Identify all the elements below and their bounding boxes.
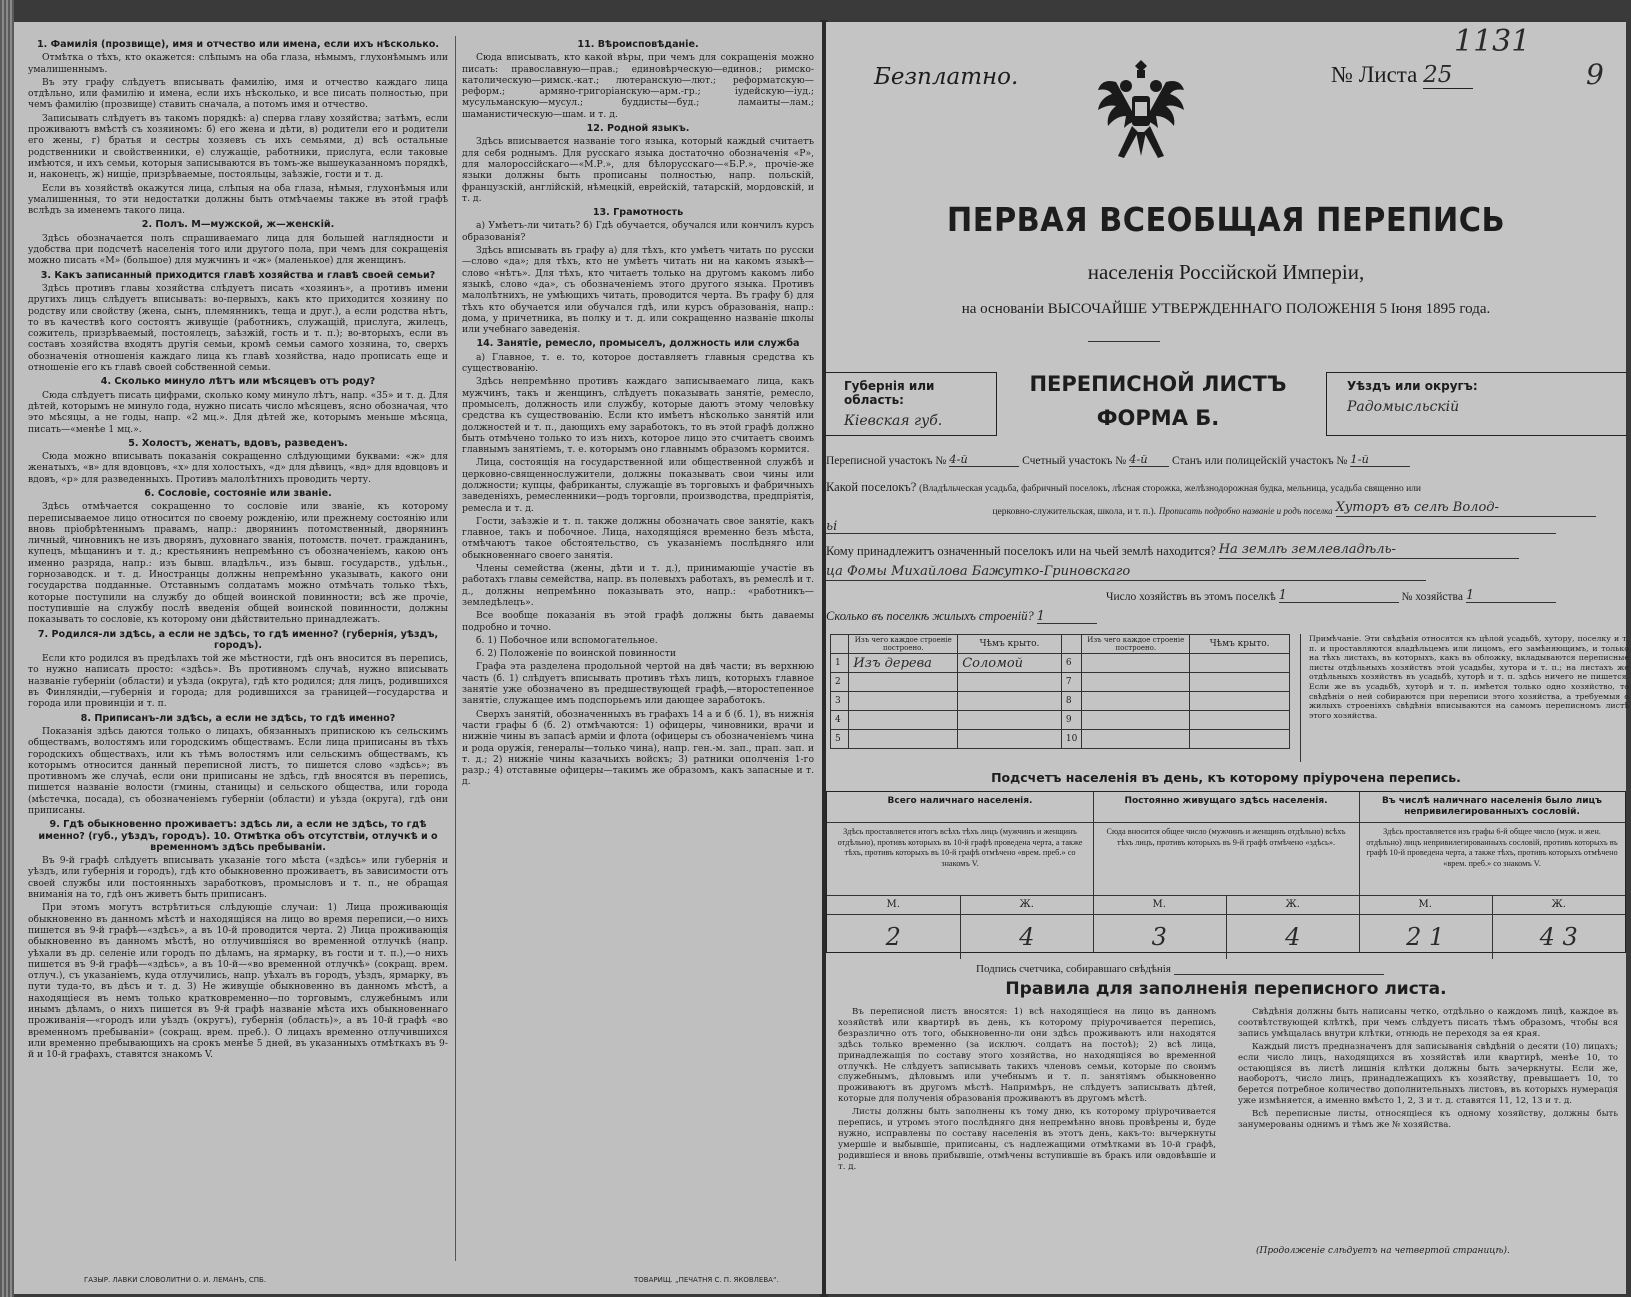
building-number: 4 (831, 711, 849, 730)
gubernia-box (824, 372, 997, 436)
printer-footer-b: ТОВАРИЩ. „ПЕЧАТНЯ С. П. ЯКОВЛЕВА“. (634, 1276, 779, 1284)
building-material (1082, 654, 1190, 673)
male-label: М. (827, 896, 961, 914)
buildings-value: 1 (1037, 609, 1097, 624)
census-column (1093, 792, 1360, 952)
section-title: 7. Родился-ли здѣсь, а если не здѣсь, то гдѣ именно? (губернія, уѣздъ, городъ). (37, 628, 439, 651)
table-row (831, 654, 1290, 673)
uezd-label: Уѣздъ или округъ: (1347, 379, 1478, 393)
male-label: М. (1359, 896, 1493, 914)
section-paragraph: Члены семейства (жены, дѣти и т. д.), принимающіе участіе въ работахъ главы семейства, напр. въ полевыхъ работахъ, въ ремеслѣ и т. д., должны непремѣнно показывать это, напр.: «работникъ—земледѣлецъ». (462, 563, 814, 608)
building-number: 7 (1061, 673, 1081, 692)
schetny-uchastok-value: 4-й (1129, 452, 1169, 467)
page-title: ПЕРВАЯ ВСЕОБЩАЯ ПЕРЕПИСЬ (946, 200, 1506, 239)
household-no-label: № хозяйства (1401, 591, 1463, 603)
sheet-number (1331, 62, 1473, 89)
building-roof (1190, 654, 1290, 673)
female-label: Ж. (1551, 899, 1566, 910)
section-title: 6. Сословіе, состояніе или званіе. (144, 487, 332, 499)
section-paragraph: Здѣсь противъ главы хозяйства слѣдуетъ писать «хозяинъ», а противъ имени другихъ лицъ слѣдуетъ вписывать: во-первыхъ, какъ кто приходится хозяину по родству или свойству (жена, сынъ, племянникъ, теща и друг.), а если родства нѣтъ, то въ качествѣ кого состоятъ живущіе (работникъ, служащій, прислуга, жилецъ, сожитель, призрѣваемый, постоялецъ, заѣзжій, гость и т. п.); во-вторыхъ, если въ составъ хозяйства входятъ другія семьи, кромѣ семьи самого хозяина, то, сверхъ обозначенія отношенія каждаго лица къ главѣ хозяйства, надо прописать еще и отношеніе его къ главѣ своей собственной семьи. (28, 282, 448, 374)
schetny-uchastok-label: Счетный участокъ № (1022, 455, 1127, 467)
section-title: 1. Фамилія (прозвище), имя и отчество или имена, если ихъ нѣсколько. (37, 39, 439, 50)
section-title: 8. Приписанъ-ли здѣсь, а если не здѣсь, то гдѣ именно? (80, 712, 396, 724)
census-column (827, 792, 1094, 952)
building-roof (958, 692, 1062, 711)
section-title: 14. Занятіе, ремесло, промыселъ, должность или служба (476, 338, 800, 350)
poselok-hint2: церковно-служительская, школа, и т. п.). (992, 507, 1156, 517)
census-mz-header (827, 896, 1093, 915)
perepisnoy-uchastok-label: Переписной участокъ № (826, 455, 947, 467)
table-row (831, 673, 1290, 692)
building-material (849, 730, 958, 749)
poselok-value: Хуторъ въ селѣ Волод- (1336, 500, 1596, 517)
section-paragraph: При этомъ могутъ встрѣтиться слѣдующіе случаи: 1) Лица проживающія обыкновенно въ данномъ мѣстѣ и находящіяся на лицо во время переписи,—о нихъ пишется въ 9-й графѣ—«здѣсь», а въ 10-й проводится черта. 2) Лица проживающія обыкновенно въ данномъ мѣстѣ, но отлучившіяся во временной отлучкѣ (напр. уѣхали въ др. селеніе или городъ по дѣламъ, на ярмарку, въ гости и т. п.),—о нихъ пишется въ 9-й графѣ—«здѣсь», а въ 10-й—«во временной отлучкѣ» (сокращ. врем. отлуч.), съ указаніемъ, куда отлучились, напр. уѣхалъ въ городъ, уѣздъ, ярмарку, въ пути туда-то, въ дѣсъ и т. д. 3) Не живущіе обыкновенно въ данномъ мѣстѣ, а находящіеся въ немъ только кратковременно—по торговымъ, служебнымъ или инымъ дѣламъ, о нихъ пишется въ 9-й графѣ названіе мѣста ихъ обыкновеннаго проживанія—«городъ или уѣздъ (округъ), губернія (область)», а въ 10-й графѣ «во временномъ пребываніи» (сокращ. врем. преб.). О лицахъ временно отлучившихся или временно пребывающихъ на срокъ менѣе 5 дней, въ указанныхъ отмѣткахъ въ 9-й и 10-й графахъ, ставятся знакомъ V. (28, 902, 448, 1061)
census-values (1093, 915, 1359, 959)
building-material (1082, 730, 1190, 749)
poselok-value-2: ьі (826, 519, 1556, 534)
census-values (827, 915, 1093, 959)
building-roof (1190, 673, 1290, 692)
census-count-table (826, 791, 1626, 953)
census-column-head: Въ числѣ наличнаго населенія было лицъ непривилегированныхъ сословій. (1359, 792, 1625, 823)
head-material-left: Изъ чего каждое строеніе построено. (849, 635, 958, 654)
building-material: Изъ дерева (849, 654, 958, 673)
section-paragraph: а) Умѣетъ-ли читать? б) Гдѣ обучается, обучался или кончилъ курсъ образованія? (462, 220, 814, 243)
rules-paragraph: Всѣ переписные листы, относящіеся къ одному хозяйству, должны быть занумерованы однимъ и тѣмъ же № хозяйства. (1238, 1109, 1618, 1131)
rules-title: Правила для заполненія переписного листа. (1005, 979, 1447, 999)
building-material (849, 711, 958, 730)
section-paragraph: Въ 9-й графѣ слѣдуетъ вписывать указаніе того мѣста («здѣсь» или губернія и уѣздъ, или губернія и городъ), гдѣ кто обыкновенно проживаетъ, въ зависимости отъ своей службы или постоянныхъ заработковъ, промысловъ и т. п., не обращая вниманія на то, гдѣ онъ живетъ быть приписанъ. (28, 855, 448, 901)
section-title: 5. Холостъ, женатъ, вдовъ, разведенъ. (128, 437, 348, 449)
census-column (1359, 792, 1625, 952)
table-row (831, 730, 1290, 749)
building-number: 3 (831, 692, 849, 711)
rules-paragraph: Каждый листъ предназначенъ для записыванія свѣдѣній о десяти (10) лицахъ; если число лицъ, находящихся въ хозяйствѣ или квартирѣ, менѣе 10, то остающіяся въ листѣ лишнія клѣтки должны быть зачеркнуты. Если же, наоборотъ, число лицъ, принадлежащихъ къ хозяйству, превышаетъ 10, то берется потребное количество дополнительныхъ листовъ, въ которыхъ нумерація уже измѣняется, а именно вмѣсто 1, 2, 3 и т. д. ставятся 11, 12, 13 и т. д. (1238, 1041, 1618, 1107)
building-roof (1190, 711, 1290, 730)
female-label: Ж. (1019, 899, 1034, 910)
section-title: 3. Какъ записанный приходится главѣ хозяйства и главѣ своей семьи? (40, 269, 436, 281)
census-column-desc: Здѣсь проставляется изъ графы 6-й общее число (муж. и жен. отдѣльно) лицъ непривилегированныхъ сословій, противъ которыхъ въ графѣ 10-й проведена черта, а также тѣхъ, противъ которыхъ отмѣчено «врем. преб.» со знакомъ V. (1359, 823, 1625, 896)
section-title: 11. Вѣроисповѣданіе. (577, 39, 699, 50)
head-material-right: Изъ чего каждое строеніе построено. (1082, 635, 1190, 654)
buildings-table-wrap (830, 634, 1290, 762)
form-title (1008, 367, 1308, 435)
households-value: 1 (1279, 588, 1399, 603)
male-count: 2 (827, 915, 961, 959)
section-paragraph: Въ эту графу слѣдуетъ вписывать фамилію, имя и отчество каждаго лица отдѣльно, или фамилію и имена, если ихъ нѣсколько, и все писать полностью, при чемъ фамилію (прозвище) ставить сначала, а потомъ имя и отчество. (28, 76, 448, 111)
page-subtitle-decree: на основаніи ВЫСОЧАЙШЕ УТВЕРЖДЕННАГО ПОЛОЖЕНІЯ 5 Іюня 1895 года. (961, 301, 1491, 317)
census-column-head: Всего наличнаго населенія. (827, 792, 1093, 823)
gubernia-label: Губернія или область: (844, 379, 935, 407)
section-title: 9. Гдѣ обыкновенно проживаетъ: здѣсь ли, а если не здѣсь, то гдѣ именно? (губ., уѣздъ, городъ). 10. Отмѣтка объ отсутствіи, отлучкѣ и о временномъ здѣсь пребываніи. (38, 819, 438, 853)
printer-footer-a: ГАЗЫР. ЛАВКИ СЛОВОЛИТНИ О. И. ЛЕМАНЪ, СПБ. (84, 1276, 267, 1284)
poselok-hint3: Прописать подробно названіе и родъ поселка (1158, 506, 1333, 516)
male-label: М. (1093, 896, 1227, 914)
buildings-note: Примѣчаніе. Эти свѣдѣнія относятся къ цѣлой усадьбѣ, хутору, поселку и т. п. и проставляются владѣльцемъ или лицомъ, его замѣняющимъ, и только на тѣхъ листахъ, въ которыхъ, какъ въ обложку, вкладываются переписные листы отдѣльныхъ хозяйствъ этой усадьбы, хутора и т. п.; на листахъ же отдѣльныхъ хозяйствъ въ усадьбѣ, хуторѣ и т. п. здѣсь ничего не пишется. Если же въ усадьбѣ, хуторѣ и т. п. имѣется только одно хозяйство, то свѣдѣнія о ней собираются при переписи этого хозяйства, а требуемыя о жилыхъ строеніяхъ свѣдѣнія вписываются на самомъ переписномъ листѣ этого хозяйства. (1300, 634, 1629, 762)
archive-number: 1131 (1454, 24, 1531, 59)
section-paragraph: Показанія здѣсь даются только о лицахъ, обязанныхъ припискою къ сельскимъ обществамъ, волостямъ или городскимъ обществамъ. Если лица приписаны въ тѣхъ городскихъ обществахъ, или къ тѣмъ волостямъ или сельскимъ обществамъ, къ которымъ относится данный переписной листъ, то пишется слово «здѣсь»; въ противномъ же случаѣ, если они приписаны не здѣсь, гдѣ вносятся въ перепись, пишется названіе волости (гмины, станицы) и сельского общества, или города (мѣстечка, посада), съ обозначеніемъ губерніи (области) и уѣзда (округа), гдѣ они приписаны. (28, 725, 448, 816)
building-roof: Соломой (958, 654, 1062, 673)
perepisnoy-uchastok-value: 4-й (949, 452, 1019, 467)
sheet-number-value: 25 (1423, 62, 1473, 89)
form-title-line2: ФОРМА Б. (1096, 406, 1220, 430)
head-roof-left: Чѣмъ крыто. (958, 635, 1062, 654)
gubernia-value: Кіевская губ. (844, 413, 943, 429)
building-roof (958, 730, 1062, 749)
households-label: Число хозяйствъ въ этомъ поселкѣ (1106, 591, 1276, 603)
census-column-head: Постоянно живущаго здѣсь населенія. (1093, 792, 1359, 823)
uchastok-row (826, 452, 1410, 467)
uezd-value: Радомысльскій (1347, 399, 1460, 415)
uezd-box (1326, 372, 1627, 436)
section-title: 13. Грамотность (592, 207, 684, 219)
census-mz-header (1093, 896, 1359, 915)
section-paragraph: Здѣсь отмѣчается сокращенно то сословіе или званіе, къ которому переписываемое лицо относится по своему рожденію, или прежнему состоянію или вновь пріобрѣтеннымъ правамъ, напр.: дворянинъ потомственный, дворянинъ личный, чиновникъ не изъ дворянъ, духовнаго званія, потомств. почет. гражданинъ, купецъ, мѣщанинъ и т. д.; крестьянинъ непремѣнно съ обозначеніемъ, какою онъ именно разряда, напр.: изъ бывш. владѣльч., изъ бывш. государств., удѣльн., горнозаводск. и т. д. Иностранцы должны непремѣнно указывать, какого они государства подданные. Отставнымъ солдатамъ можно отмѣчать только тѣхъ, которые поступили на службу до общей воинской повинности; всѣ же прочіе, поступившіе на службу послѣ введенія общей воинской повинности, должны показывать то сословіе, къ которому они дѣйствительно принадлежатъ. (28, 501, 448, 626)
table-row (831, 692, 1290, 711)
section-paragraph: Лица, состоящія на государственной или общественной службѣ и церковно-священнослужители, должны показывать свои чины или должности; купцы, фабриканты, служащіе въ торговыхъ и фабричныхъ заведеніяхъ, ремесленники—родъ торговли, производства, предпріятія, ремесла и т. д. (462, 457, 814, 514)
building-roof (958, 711, 1062, 730)
section-paragraph: Сюда вписывать, кто какой вѣры, при чемъ для сокращенія можно писать: православную—прав.; единовѣрческую—единов.; римско-католическую—римск.-кат.; лютеранскую—лют.; реформатскую—реформ.; армяно-григоріанскую—арм.-гр.; іудейскую—іуд.; мусульманскую—мусул.; буддисты—буд.; ламаиты—лам.; шаманистическую—шам. и т. д. (462, 52, 814, 120)
owner-value: На землѣ землевладѣль- (1219, 542, 1519, 559)
households-row (1106, 588, 1556, 603)
poselok-row (826, 480, 1421, 495)
census-count-title: Подсчетъ населенія въ день, къ которому пріурочена перепись. (991, 770, 1461, 785)
section-title: 4. Сколько минуло лѣтъ или мѣсяцевъ отъ роду? (100, 376, 376, 388)
owner-label: Кому принадлежитъ означенный поселокъ или на чьей землѣ находится? (826, 544, 1216, 558)
building-number: 1 (831, 654, 849, 673)
instructions-column-b (462, 36, 814, 790)
male-count: 2 1 (1359, 915, 1493, 959)
female-count: 4 (1019, 923, 1035, 951)
signature-label: Подпись счетчика, собиравшаго свѣдѣнія (976, 963, 1171, 975)
section-paragraph: б. 2) Положеніе по воинской повинности (476, 648, 677, 660)
owner-row-2 (826, 564, 1426, 581)
rules-paragraph: Листы должны быть заполнены къ тому дню, къ которому пріурочивается перепись, и утромъ этого послѣдняго дня непремѣнно вновь провѣрены и, буде нужно, исправлены по составу населенія въ этотъ день, какъ-то: вычеркнуты умершіе и выбывшіе, приписаны, съ надлежащими отмѣтками въ 10-й графѣ, родившіеся и вновь прибывшіе, отмѣчены вступившіе въ бракъ или овдовѣвшіе и т. д. (838, 1107, 1216, 1172)
section-paragraph: Здѣсь вписывается названіе того языка, который каждый считаетъ для себя роднымъ. Для русскаго языка достаточно обозначенія «Р», для малороссійскаго—«М.Р.», для бѣлорусскаго—«Б.Р.», прочіе-же языки должны быть прописаны полностью, напр. польскій, французскій, англійскій, нѣмецкій, еврейскій, татарскій, мордовскій, и т. д. (462, 136, 814, 204)
female-label: Ж. (1285, 899, 1300, 910)
building-roof (958, 673, 1062, 692)
table-row (831, 711, 1290, 730)
signature-line (1174, 960, 1384, 975)
female-count: 4 (1285, 923, 1301, 951)
section-paragraph: б. 1) Побочное или вспомогательное. (476, 634, 658, 646)
census-values (1359, 915, 1625, 959)
rules-paragraph: Въ переписной листъ вносятся: 1) всѣ находящіеся на лицо въ данномъ хозяйствѣ или квартирѣ въ день, къ которому пріурочивается перепись, безразлично отъ того, обыкновенно-ли они здѣсь проживаютъ или находятся здѣсь только временно (за исключ. солдатъ на постоѣ); 2) всѣ лица, принадлежащія по составу этого хозяйства, но находящіяся во временной отлучкѣ. Не слѣдуетъ записывать такихъ членовъ семьи, которые по своимъ служебнымъ, дѣловымъ или учебнымъ и т. п. занятіямъ обыкновенно проживаютъ въ другомъ мѣстѣ. Напримѣръ, не слѣдуетъ записывать дѣтей, которые для полученія образованія проживаютъ въ другомъ мѣстѣ. (838, 1007, 1216, 1105)
section-paragraph: Сверхъ занятій, обозначенныхъ въ графахъ 14 а и б (б. 1), въ нижнія части графы б (б. 2) отмѣчаются: 1) офицеры, чиновники, врачи и нижніе чины въ запасѣ арміи и флота (офицеры съ обозначеніемъ чина и рода оружія, генералы—только чина), напр. ген.-м. зап., прап. зап. и т. д.; 2) нижніе чины казачьихъ войскъ; 3) ратники ополченія 1-го разр.; 4) отставные офицеры—такимъ же образомъ, какъ запасные и т. д. (462, 708, 814, 788)
double-headed-eagle-icon (1086, 52, 1196, 172)
rules-continue: (Продолженіе слѣдуетъ на четвертой страницѣ). (1256, 1246, 1510, 1256)
poselok-row-3 (826, 519, 1556, 534)
head-roof-right: Чѣмъ крыто. (1190, 635, 1290, 654)
book-edge (0, 0, 14, 1297)
building-material (1082, 692, 1190, 711)
building-number: 10 (1061, 730, 1081, 749)
poselok-hint: (Владѣльческая усадьба, фабричный поселокъ, лѣсная сторожка, желѣзнодорожная будка, мельница, усадьба священно или (919, 484, 1421, 494)
archive-number-secondary: 9 (1586, 58, 1604, 91)
building-number: 2 (831, 673, 849, 692)
rules-column-b (1238, 1007, 1618, 1133)
section-paragraph: Сюда можно вписывать показанія сокращенно слѣдующими буквами: «ж» для женатыхъ, «в» для вдовцовъ, «х» для холостыхъ, «д» для дѣвицъ, «вд» для вдовцовъ и вдовъ, «р» для разведенныхъ. Противъ малолѣтнихъ проводить черту. (28, 451, 448, 485)
male-count: 3 (1093, 915, 1227, 959)
census-column-desc: Сюда вносится общее число (мужчинъ и женщинъ отдѣльно) всѣхъ тѣхъ лицъ, противъ которыхъ въ 9-й графѣ отмѣчено «здѣсь». (1093, 823, 1359, 896)
female-count: 4 3 (1539, 923, 1578, 951)
instructions-column-a (28, 36, 448, 1063)
household-no-value: 1 (1466, 588, 1556, 603)
section-paragraph: Отмѣтка о тѣхъ, кто окажется: слѣпымъ на оба глаза, нѣмымъ, глухонѣмымъ или умалишеннымъ. (28, 52, 448, 75)
rules-column-a (838, 1007, 1216, 1175)
column-divider (455, 36, 456, 1261)
section-paragraph: Если кто родился въ предѣлахъ той же мѣстности, гдѣ онъ вносится въ перепись, то нужно написать просто: «здѣсь». Въ противномъ случаѣ, нужно вписывать названіе губерніи (области) и уѣзда (округа), гдѣ кто родился; для лицъ, родившихся въ Финляндіи,—губернія и города; для родившихся за границей—государства и города или провинціи и т. п. (28, 653, 448, 710)
section-paragraph: Гости, заѣзжіе и т. п. также должны обозначать свое занятіе, какъ главное, такъ и побочное. Лица, находящіяся временно безъ мѣста, отмѣчаютъ такое обстоятельство, съ указаніемъ послѣдняго или обыкновеннаго своего занятія. (462, 515, 814, 561)
building-material (849, 673, 958, 692)
poselok-label: Какой поселокъ? (826, 480, 917, 494)
census-mz-header (1359, 896, 1625, 915)
section-paragraph: Если въ хозяйствѣ окажутся лица, слѣпыя на оба глаза, нѣмыя, глухонѣмыя или умалишенныя, то эти недостатки должны быть отмѣчаемы также въ этой графѣ вслѣдъ за именемъ такого лица. (28, 182, 448, 217)
stan-value: 1-й (1350, 452, 1410, 467)
building-material (1082, 673, 1190, 692)
building-material (1082, 711, 1190, 730)
building-roof (1190, 692, 1290, 711)
census-column-desc: Здѣсь проставляется итогъ всѣхъ тѣхъ лицъ (мужчинъ и женщинъ отдѣльно), противъ которыхъ въ 10-й графѣ проведена черта, а также тѣхъ, противъ которыхъ въ 10-й графѣ отмѣчено «врем. преб.» со знакомъ V. (827, 823, 1093, 896)
building-roof (1190, 730, 1290, 749)
free-label: Безплатно. (874, 64, 1019, 90)
right-page (826, 22, 1629, 1294)
building-number: 5 (831, 730, 849, 749)
section-paragraph: Здѣсь непремѣнно противъ каждаго записываемаго лица, какъ мужчинъ, такъ и женщинъ, слѣдуетъ показывать занятіе, ремесло, промыселъ, должность или службу, которые даютъ этому человѣку средства къ существованію. Если кто имѣетъ нѣсколько занятій или должностей и т. п., дающихъ ему заработокъ, то въ этой графѣ должно быть отмѣчено только то изъ нихъ, которое лицо это считаетъ своимъ главнымъ занятіемъ, т. е. которымъ оно главнымъ образомъ кормится. (462, 376, 814, 456)
section-paragraph: Все вообще показанія въ этой графѣ должны быть даваемы подробно и точно. (462, 610, 814, 633)
buildings-label: Сколько въ поселкѣ жилыхъ строеній? (826, 609, 1034, 623)
rules-paragraph: Свѣдѣнія должны быть написаны четко, отдѣльно о каждомъ лицѣ, каждое въ соотвѣтствующей клѣткѣ, при чемъ слѣдуетъ писать тѣмъ образомъ, чтобы вся запись умѣщалась внутри клѣтки, отнюдь не переходя за ея края. (1238, 1007, 1618, 1039)
building-material (849, 692, 958, 711)
building-number: 8 (1061, 692, 1081, 711)
left-page (14, 22, 822, 1294)
title-rule (1088, 341, 1160, 342)
section-paragraph: Графа эта разделена продольной чертой на двѣ части; въ верхнюю часть (б. 1) слѣдуетъ вписывать противъ тѣхъ лицъ, которыхъ главное занятіе уже обозначено въ предшествующей графѣ,—второстепенное занятіе, служащее имъ подспорьемъ или дающее заработокъ. (462, 661, 814, 707)
section-paragraph: Здѣсь вписывать въ графу а) для тѣхъ, кто умѣетъ читать по русски—слово «да»; для тѣхъ, кто не умѣетъ читать ни на какомъ языкѣ—слово «нѣтъ». Для тѣхъ, кто читаетъ только на другомъ какомъ либо языкѣ, слово «да», съ обозначеніемъ этого другого языка. Противъ малолѣтнихъ, не умѣющихъ читать, проводится черта. Въ графу б) для тѣхъ кто обучается или обучался гдѣ, или курсъ образованія, напр.: дома, у причетника, въ полку и т. д. или сокращенно названіе школы или учебнаго заведенія. (462, 245, 814, 336)
page-subtitle: населенія Россійской Имперіи, (1087, 260, 1365, 284)
buildings-row (826, 609, 1097, 624)
sheet-number-label: № Листа (1331, 62, 1418, 87)
form-title-line1: ПЕРЕПИСНОЙ ЛИСТЪ (1029, 372, 1287, 396)
owner-row (826, 542, 1519, 559)
section-paragraph: Сюда слѣдуетъ писать цифрами, сколько кому минуло лѣтъ, напр. «35» и т. д. Для дѣтей, которымъ не минуло года, нужно писать число мѣсяцевъ, ясно обозначая, что это мѣсяцы, а не годы, напр. «2 мц.». Для дѣтей же, которымъ меньше мѣсяца, писать—«менѣе 1 мц.». (28, 389, 448, 435)
section-title: 2. Полъ. М—мужской, ж—женскій. (141, 219, 335, 231)
signature-row (976, 960, 1384, 975)
buildings-table (830, 634, 1290, 749)
section-paragraph: а) Главное, т. е. то, которое доставляетъ главныя средства къ существованію. (462, 351, 814, 375)
section-paragraph: Здѣсь обозначается полъ спрашиваемаго лица для большей наглядности и удобства при подсчетѣ населенія того или другого пола, при чемъ для сокращенія можно писать «М» (большое) для мужчинъ и «ж» (маленькое) для женщинъ. (28, 232, 448, 267)
poselok-row-2 (826, 500, 1596, 517)
owner-value-2: ца Фомы Михайлова Бажутко-Гриновскаго (826, 564, 1426, 581)
section-title: 12. Родной языкъ. (586, 123, 690, 135)
building-number: 9 (1061, 711, 1081, 730)
stan-label: Станъ или полицейскій участокъ № (1171, 455, 1348, 467)
section-paragraph: Записывать слѣдуетъ въ такомъ порядкѣ: а) сперва главу хозяйства; затѣмъ, если проживаютъ вмѣстѣ съ хозяиномъ: б) его жена и дѣти, в) родители его и родители его жены, г) братья и сестры хозяевъ съ ихъ семьями, д) всѣ остальные родственники и свойственники, е) служащіе, работники, прислуга, если таковые имѣются, и ихъ семьи, которыя записываются въ томъ-же вышеуказанномъ порядкѣ, и, наконецъ, ж) нищіе, призрѣваемые, постояльцы, заѣзжіе, гости и т. д. (28, 112, 448, 181)
building-number: 6 (1061, 654, 1081, 673)
